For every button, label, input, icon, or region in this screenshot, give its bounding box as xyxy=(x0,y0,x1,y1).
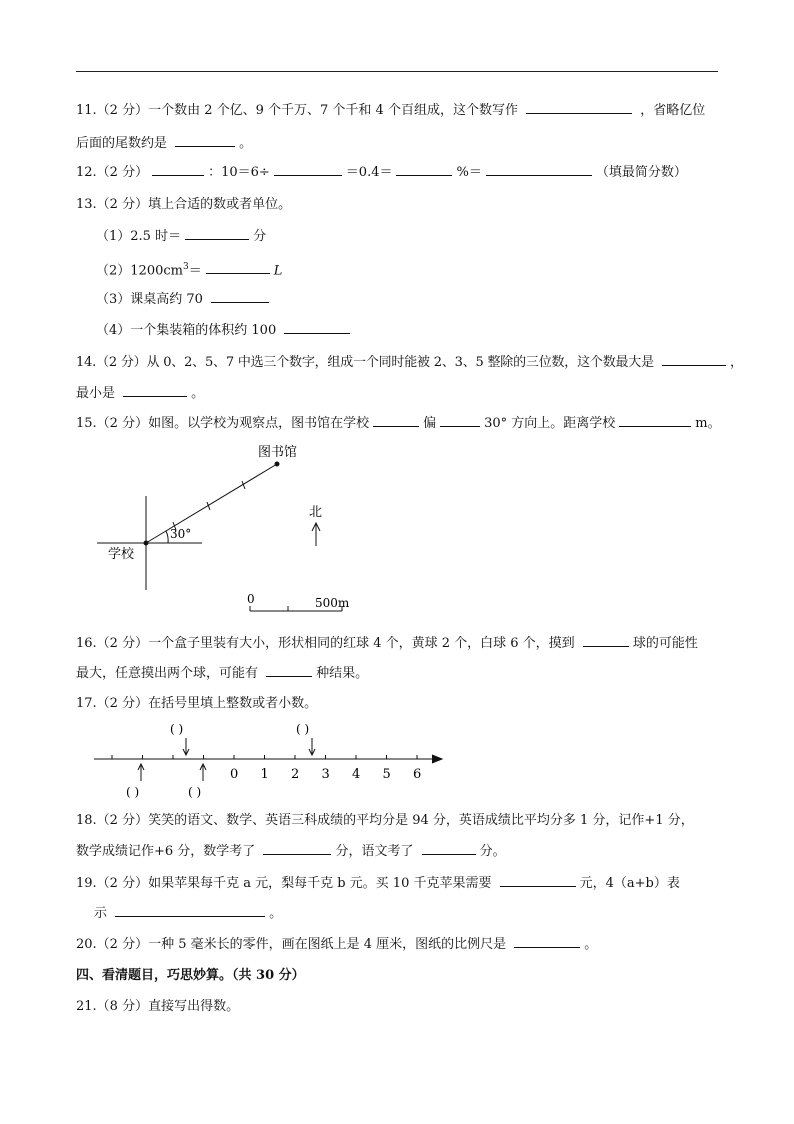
q16-text2: 最大，任意摸出两个球，可能有 xyxy=(76,666,259,681)
q13-blank-1[interactable] xyxy=(185,227,249,240)
q19-line1 xyxy=(76,874,680,893)
q15-p4: m。 xyxy=(695,416,721,431)
q20-line xyxy=(76,935,597,954)
number-line-label: 6 xyxy=(413,767,422,782)
school-label: 学校 xyxy=(108,547,135,562)
scale-end-label: 500m xyxy=(315,596,350,610)
number-line-label: 2 xyxy=(291,767,300,782)
library-ray xyxy=(146,464,277,543)
q15-blank-dist[interactable] xyxy=(619,414,691,427)
q19-text: 19.（2 分）如果苹果每千克 a 元，梨每千克 b 元。买 10 千克苹果需要 xyxy=(76,876,492,891)
q12-p3: %＝ xyxy=(456,165,482,180)
q16-line2 xyxy=(76,664,368,683)
q18-line1: 18.（2 分）笑笑的语文、数学、英语三科成绩的平均分是 94 分，英语成绩比平均分多 1 分，记作+1 分， xyxy=(76,813,694,828)
q13-s2 xyxy=(96,258,282,280)
q16-line1 xyxy=(76,634,698,653)
q13-s2-eq: ＝ xyxy=(188,263,202,279)
q14-blank-min[interactable] xyxy=(123,384,187,397)
q13-blank-3[interactable] xyxy=(211,290,269,303)
number-line-label: 4 xyxy=(352,767,361,782)
q16-text: 16.（2 分）一个盒子里装有大小，形状相同的红球 4 个，黄球 2 个，白球 6 个，摸到 xyxy=(76,636,575,651)
q18-blank-chinese[interactable] xyxy=(422,842,476,855)
q14-text-end: ， xyxy=(730,355,744,370)
q11-line1 xyxy=(76,101,705,120)
q17-number-line xyxy=(90,716,460,800)
q13-s2-unit: L xyxy=(273,263,283,279)
q14-text2: 最小是 xyxy=(76,386,116,401)
angle-arc xyxy=(166,531,168,543)
q12-p1: ：10＝6÷ xyxy=(208,165,270,180)
q14-line1 xyxy=(76,353,743,372)
number-line-label: 0 xyxy=(230,767,239,782)
q11-line2 xyxy=(76,134,252,153)
q13-s1 xyxy=(96,227,266,246)
q13-s2-text: （2）1200cm xyxy=(96,263,183,279)
q13-s4 xyxy=(96,321,354,340)
q14-line2 xyxy=(76,384,204,403)
q13-s3 xyxy=(96,290,273,309)
q19-line2 xyxy=(76,904,282,923)
number-line-arrow-icon xyxy=(432,755,442,763)
q19-blank-meaning[interactable] xyxy=(115,904,265,917)
q13-s1-unit: 分 xyxy=(253,229,267,244)
section-4-heading: 四、看清题目，巧思妙算。（共 30 分） xyxy=(76,968,305,983)
q11-text: 11.（2 分）一个数由 2 个亿、9 个千万、7 个千和 4 个百组成，这个数写作 xyxy=(76,103,518,118)
q12-blank-1[interactable] xyxy=(152,163,204,176)
q13-s2-sup: 3 xyxy=(182,262,189,272)
q12-line xyxy=(76,163,687,182)
school-point xyxy=(144,541,149,546)
angle-label: 30° xyxy=(170,527,192,541)
library-point xyxy=(275,462,280,467)
q14-text2-end: 。 xyxy=(191,386,205,401)
library-label: 图书馆 xyxy=(258,445,298,460)
header-rule xyxy=(76,71,718,72)
q12-p2: ＝0.4＝ xyxy=(345,165,393,180)
q15-p1: 15.（2 分）如图。以学校为观察点，图书馆在学校 xyxy=(76,416,370,431)
north-label: 北 xyxy=(309,505,323,520)
q16-text2-end: 种结果。 xyxy=(316,666,369,681)
q11-blank-number[interactable] xyxy=(526,101,632,114)
bracket-below-1[interactable]: ( ) xyxy=(126,785,140,799)
q15-p3: 30° 方向上。距离学校 xyxy=(484,416,616,431)
q12-note: （填最简分数） xyxy=(595,165,687,180)
scale-zero-label: 0 xyxy=(247,592,255,606)
q19-text2-end: 。 xyxy=(269,906,283,921)
q13-head: 13.（2 分）填上合适的数或者单位。 xyxy=(76,197,292,212)
q21-head: 21.（8 分）直接写出得数。 xyxy=(76,999,240,1014)
q13-s3-text: （3）课桌高约 70 xyxy=(96,292,203,307)
bracket-below-2[interactable]: ( ) xyxy=(188,785,202,799)
q11-text2: 后面的尾数约是 xyxy=(76,136,168,151)
q13-s4-text: （4）一个集装箱的体积约 100 xyxy=(96,323,277,338)
bracket-above-1[interactable]: ( ) xyxy=(170,722,184,736)
q11-blank-approx[interactable] xyxy=(175,134,235,147)
q12-blank-4[interactable] xyxy=(486,163,592,176)
q18-text-mid: 分，语文考了 xyxy=(335,844,414,859)
q11-text2-end: 。 xyxy=(239,136,253,151)
q15-p2: 偏 xyxy=(423,416,437,431)
q12-blank-3[interactable] xyxy=(396,163,452,176)
q20-text: 20.（2 分）一种 5 毫米长的零件，画在图纸上是 4 厘米，图纸的比例尺是 xyxy=(76,937,507,952)
q12-num: 12.（2 分） xyxy=(76,165,149,180)
q19-blank-cost[interactable] xyxy=(500,874,576,887)
q16-text-end: 球的可能性 xyxy=(632,636,698,651)
q15-map-figure xyxy=(90,440,470,615)
q13-blank-2[interactable] xyxy=(206,261,270,274)
number-line-label: 5 xyxy=(382,767,391,782)
q18-blank-math[interactable] xyxy=(263,842,331,855)
q15-line xyxy=(76,414,721,433)
number-line-label: 1 xyxy=(260,767,269,782)
q16-blank-color[interactable] xyxy=(583,634,629,647)
q15-blank-dir1[interactable] xyxy=(373,414,419,427)
number-line-tick-labels xyxy=(230,767,421,782)
q17-head: 17.（2 分）在括号里填上整数或者小数。 xyxy=(76,696,318,711)
q16-blank-results[interactable] xyxy=(266,664,312,677)
number-line-ticks xyxy=(112,755,417,759)
q15-blank-dir2[interactable] xyxy=(440,414,480,427)
q20-text-end: 。 xyxy=(584,937,598,952)
q18-text-end: 分。 xyxy=(479,844,506,859)
q19-text2: 示 xyxy=(94,906,108,921)
q18-line2 xyxy=(76,842,506,861)
q12-blank-2[interactable] xyxy=(274,163,342,176)
q13-blank-4[interactable] xyxy=(284,321,350,334)
q14-blank-max[interactable] xyxy=(662,353,726,366)
q13-s1-text: （1）2.5 时＝ xyxy=(96,229,182,244)
q18-text2: 数学成绩记作+6 分，数学考了 xyxy=(76,844,256,859)
q14-text: 14.（2 分）从 0、2、5、7 中选三个数字，组成一个同时能被 2、3、5 整除的三位数，这个数最大是 xyxy=(76,355,654,370)
q11-text-end: ，省略亿位 xyxy=(640,103,706,118)
q20-blank-scale[interactable] xyxy=(514,935,580,948)
q19-text-mid: 元，4（a+b）表 xyxy=(579,876,680,891)
bracket-above-2[interactable]: ( ) xyxy=(296,722,310,736)
number-line-label: 3 xyxy=(321,767,330,782)
